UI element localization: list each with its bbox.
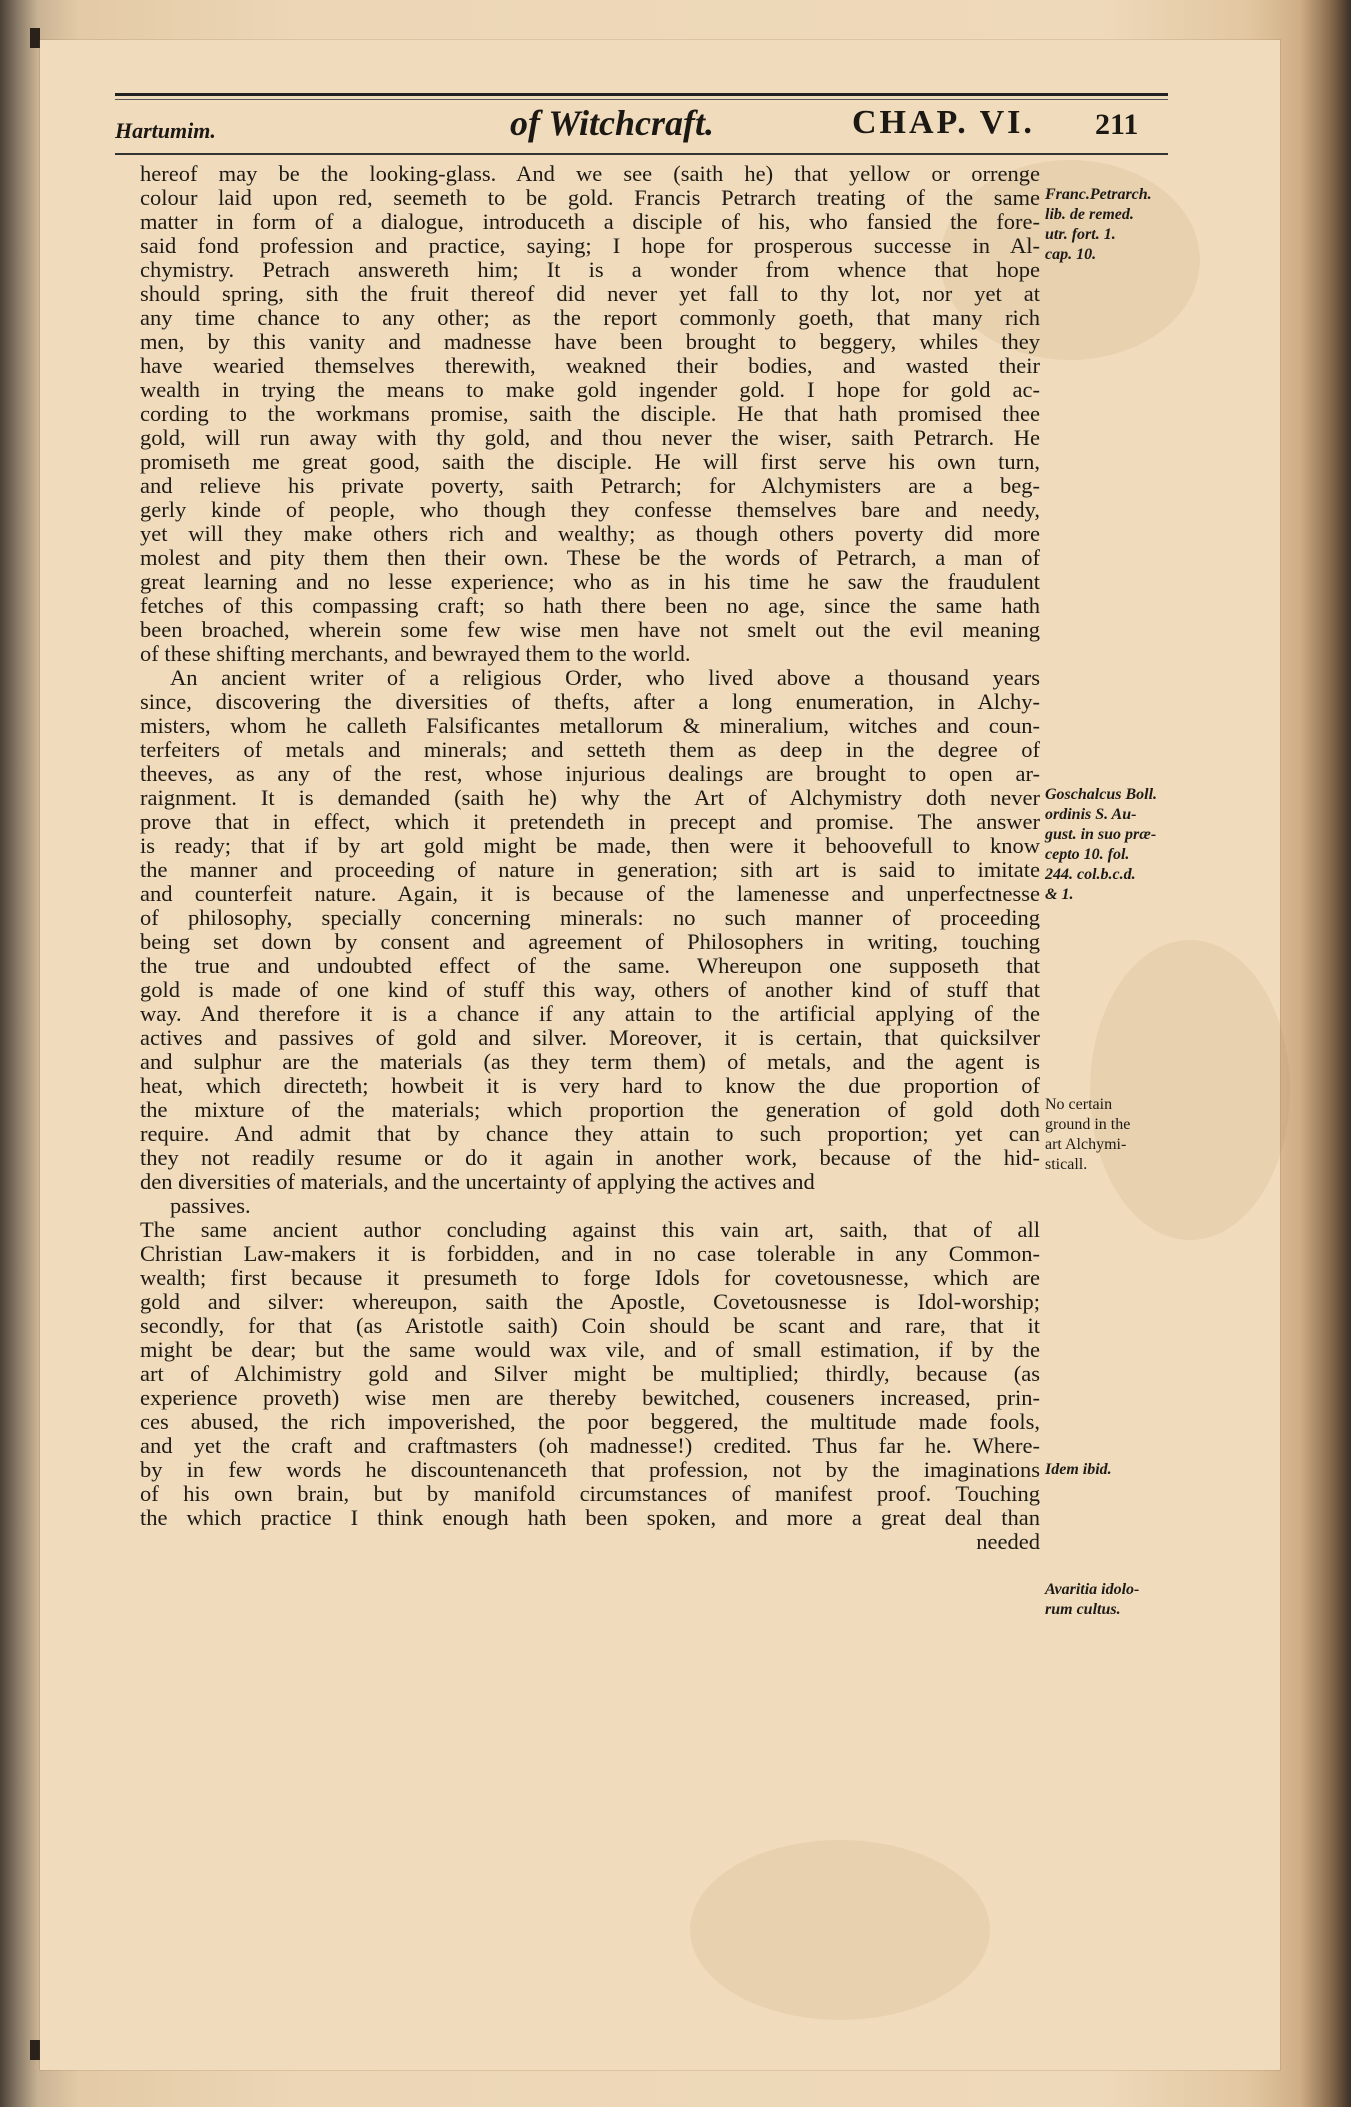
margin-note-line: cepto 10. fol. <box>1045 846 1130 863</box>
body-line: passives. <box>170 1193 251 1218</box>
margin-note-line: cap. 10. <box>1045 246 1097 263</box>
paper-stain <box>1090 940 1290 1240</box>
binding-edge-mark <box>30 28 40 48</box>
body-line: should spring, sith the fruit thereof did never yet fall to thy lot, nor yet at <box>140 281 1040 306</box>
body-line: fetches of this compassing craft; so hath there been no age, since the same hath <box>140 593 1040 618</box>
margin-note-line: Goschalcus Boll. <box>1045 786 1158 803</box>
margin-note-line: Avaritia idolo- <box>1045 1581 1140 1598</box>
body-line: promiseth me great good, saith the disciple. He will first serve his own turn, <box>140 449 1040 474</box>
body-line: ces abused, the rich impoverished, the poor beggered, the multitude made fools, <box>140 1409 1040 1434</box>
body-line: the which practice I think enough hath been spoken, and more a great deal than <box>140 1505 1040 1530</box>
body-line: raignment. It is demanded (saith he) why the Art of Alchymistry doth never <box>140 785 1040 810</box>
margin-note-idem-ibid <box>1045 1460 1175 1480</box>
body-line: by in few words he discountenanceth that profession, not by the imaginations <box>140 1457 1040 1482</box>
body-line: require. And admit that by chance they attain to such proportion; yet can <box>140 1121 1040 1146</box>
margin-note-line: sticall. <box>1045 1156 1088 1173</box>
body-line: is ready; that if by art gold might be made, then were it behoovefull to know <box>140 833 1040 858</box>
margin-note-line: No certain <box>1045 1096 1113 1113</box>
header-rule-bottom <box>115 153 1168 155</box>
body-line: of philosophy, specially concerning minerals: no such manner of proceeding <box>140 905 1040 930</box>
body-line: men, by this vanity and madnesse have been brought to beggery, whiles they <box>140 329 1040 354</box>
body-line: misters, whom he calleth Falsificantes metallorum & mineralium, witches and coun- <box>140 713 1040 738</box>
body-line: heat, which directeth; howbeit it is very hard to know the due proportion of <box>140 1073 1040 1098</box>
body-line: prove that in effect, which it pretendeth in precept and promise. The answer <box>140 809 1040 834</box>
body-line: gerly kinde of people, who though they confesse themselves bare and needy, <box>140 497 1040 522</box>
body-line: and sulphur are the materials (as they term them) of metals, and the agent is <box>140 1049 1040 1074</box>
body-line: being set down by consent and agreement of Philosophers in writing, touching <box>140 929 1040 954</box>
margin-note-no-certain-ground <box>1045 1095 1175 1175</box>
body-line: wealth; first because it presumeth to forge Idols for covetousnesse, which are <box>140 1265 1040 1290</box>
body-line: needed <box>976 1529 1040 1554</box>
body-line: cording to the workmans promise, saith the disciple. He that hath promised thee <box>140 401 1040 426</box>
body-line: gold is made of one kind of stuff this way, others of another kind of stuff that <box>140 977 1040 1002</box>
body-line: art of Alchimistry gold and Silver might be multiplied; thirdly, because (as <box>140 1361 1040 1386</box>
body-line: theeves, as any of the rest, whose injurious dealings are brought to open ar- <box>140 761 1040 786</box>
body-line: the mixture of the materials; which proportion the generation of gold doth <box>140 1097 1040 1122</box>
body-line: matter in form of a dialogue, introduceth a disciple of his, who fansied the fore- <box>140 209 1040 234</box>
body-line: secondly, for that (as Aristotle saith) Coin should be scant and rare, that it <box>140 1313 1040 1338</box>
body-line: of his own brain, but by manifold circumstances of manifest proof. Touching <box>140 1481 1040 1506</box>
body-line: actives and passives of gold and silver. Moreover, it is certain, that quicksilver <box>140 1025 1040 1050</box>
margin-note-line: 244. col.b.c.d. <box>1045 866 1136 883</box>
page-number: 211 <box>1095 108 1139 141</box>
paper-stain <box>690 1840 990 2020</box>
body-line: wealth in trying the means to make gold ingender gold. I hope for gold ac- <box>140 377 1040 402</box>
body-line: and yet the craft and craftmasters (oh madnesse!) credited. Thus far he. Where- <box>140 1433 1040 1458</box>
body-line: colour laid upon red, seemeth to be gold. Francis Petrarch treating of the same <box>140 185 1040 210</box>
body-line: said fond profession and practice, saying; I hope for prosperous successe in Al- <box>140 233 1040 258</box>
body-line: hereof may be the looking-glass. And we see (saith he) that yellow or orrenge <box>140 161 1040 186</box>
header-rule-top-thin <box>115 99 1168 100</box>
body-line: molest and pity them then their own. These be the words of Petrarch, a man of <box>140 545 1040 570</box>
body-line: experience proveth) wise men are thereby bewitched, couseners increased, prin- <box>140 1385 1040 1410</box>
margin-note-goschalcus <box>1045 785 1175 905</box>
body-line: gold and silver: whereupon, saith the Apostle, Covetousnesse is Idol-worship; <box>140 1289 1040 1314</box>
body-line: yet will they make others rich and wealthy; as though others poverty did more <box>140 521 1040 546</box>
body-line: way. And therefore it is a chance if any attain to the artificial applying of the <box>140 1001 1040 1026</box>
body-line: been broached, wherein some few wise men have not smelt out the evil meaning <box>140 617 1040 642</box>
header-rule-top <box>115 93 1168 96</box>
margin-note-line: ground in the <box>1045 1116 1131 1133</box>
running-title: of Witchcraft. <box>510 103 714 143</box>
body-line: since, discovering the diversities of thefts, after a long enumeration, in Alchy- <box>140 689 1040 714</box>
body-line: great learning and no lesse experience; who as in his time he saw the fraudulent <box>140 569 1040 594</box>
margin-note-line: utr. fort. 1. <box>1045 226 1116 243</box>
margin-note-line: Idem ibid. <box>1045 1461 1112 1478</box>
body-line: den diversities of materials, and the uncertainty of applying the actives and <box>140 1169 815 1194</box>
margin-note-line: & 1. <box>1045 886 1074 903</box>
body-line: and relieve his private poverty, saith Petrarch; for Alchymisters are a beg- <box>140 473 1040 498</box>
body-line: the manner and proceeding of nature in generation; sith art is said to imitate <box>140 857 1040 882</box>
body-line: have wearied themselves therewith, weakned their bodies, and wasted their <box>140 353 1040 378</box>
body-line: the true and undoubted effect of the same. Whereupon one supposeth that <box>140 953 1040 978</box>
margin-note-line: lib. de remed. <box>1045 206 1134 223</box>
body-line: The same ancient author concluding against this vain art, saith, that of all <box>140 1217 1040 1242</box>
margin-note-avaritia <box>1045 1580 1175 1620</box>
body-line: might be dear; but the same would wax vile, and of small estimation, if by the <box>140 1337 1040 1362</box>
body-line: An ancient writer of a religious Order, who lived above a thousand years <box>170 665 1040 690</box>
body-line: Christian Law-makers it is forbidden, and in no case tolerable in any Common- <box>140 1241 1040 1266</box>
body-line: terfeiters of metals and minerals; and setteth them as deep in the degree of <box>140 737 1040 762</box>
margin-note-line: art Alchymi- <box>1045 1136 1127 1153</box>
margin-note-line: Franc.Petrarch. <box>1045 186 1152 203</box>
body-line: chymistry. Petrach answereth him; It is a wonder from whence that hope <box>140 257 1040 282</box>
body-line: gold, will run away with thy gold, and thou never the wiser, saith Petrarch. He <box>140 425 1040 450</box>
body-text <box>140 162 1040 1554</box>
margin-note-petrarch <box>1045 185 1175 265</box>
body-line: they not readily resume or do it again in another work, because of the hid- <box>140 1145 1040 1170</box>
body-line: and counterfeit nature. Again, it is because of the lamenesse and unperfectnesse <box>140 881 1040 906</box>
margin-note-line: gust. in suo præ- <box>1045 826 1157 843</box>
catchword-left: Hartumim. <box>115 118 216 143</box>
body-line: of these shifting merchants, and bewrayed them to the world. <box>140 641 691 666</box>
margin-note-line: ordinis S. Au- <box>1045 806 1137 823</box>
chapter-heading: CHAP. VI. <box>852 104 1035 141</box>
body-line: any time chance to any other; as the report commonly goeth, that many rich <box>140 305 1040 330</box>
margin-note-line: rum cultus. <box>1045 1601 1121 1618</box>
binding-edge-mark <box>30 2040 40 2060</box>
